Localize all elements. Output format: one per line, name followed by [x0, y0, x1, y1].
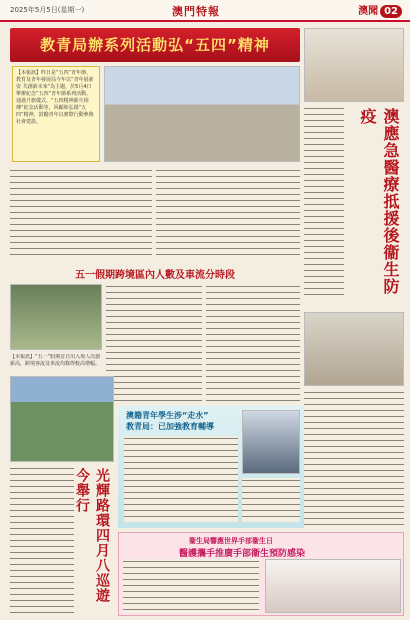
interview-photo-caption: [242, 478, 300, 522]
story1-body-a: [10, 168, 152, 256]
story5-photo: [265, 559, 401, 613]
interview-title1: 澳籍青年學生涉“走水”: [126, 411, 209, 420]
story2-body-a: [106, 284, 202, 404]
column-text-right-b: [304, 390, 404, 528]
group-photo-top: [304, 28, 404, 102]
interviewee-photo: [242, 410, 300, 474]
story2-body-b: [206, 284, 300, 404]
story5-body: [123, 559, 259, 613]
interview-box: [118, 406, 304, 528]
story1-photo: [104, 66, 300, 162]
section-label: [358, 2, 402, 18]
interview-title2: 教青局：已加強教育輔導: [126, 422, 214, 431]
story3-body: [10, 466, 74, 614]
story5-kicker: 衞生局響應世界手部衞生日: [189, 537, 273, 545]
story2-headline: 五一假期跨境區內人數及車流分時段: [75, 270, 235, 281]
section-name: 澳聞: [358, 6, 379, 17]
column-text-right-a: [304, 106, 344, 296]
interview-body: [124, 436, 238, 522]
masthead-bar: [0, 0, 410, 22]
story5-box: [118, 532, 404, 616]
story1-body-b: [156, 168, 300, 256]
story1-lead: 【本報訊】昨日是“五四”青年節，教育及青年發展局今年以“青年展新姿 共創新未來”為主題，於5月4日舉辦紀念“五四”青年節系列活動，通過升旗儀式、“五四精神薪火相傳”紀念活動等，回顧和弘揚“五四”精神，鼓勵青年以實際行動參與社會建設。: [12, 66, 100, 162]
parade-photo: [10, 376, 114, 462]
story1-headline: 教青局辦系列活動弘“五四”精神: [10, 28, 300, 62]
story2-caption: 【本報訊】“五一”假期首日出入境人次創新高，跨境客流及車流均錄得較高增幅。: [10, 354, 101, 367]
story3-title: 光輝路環四月八巡遊今舉行: [74, 468, 110, 603]
story5-headline: 醫護攜手推廣手部衞生預防感染: [179, 549, 306, 559]
story4-title: 澳應急醫療抵援後衞生防疫: [358, 108, 400, 295]
issue-date: 2025年5月5日(星期一): [10, 6, 85, 14]
newspaper-name: 澳門特報: [172, 5, 220, 18]
story2-photo: [10, 284, 102, 350]
page-number: 02: [380, 5, 402, 18]
group-photo-right: [304, 312, 404, 386]
